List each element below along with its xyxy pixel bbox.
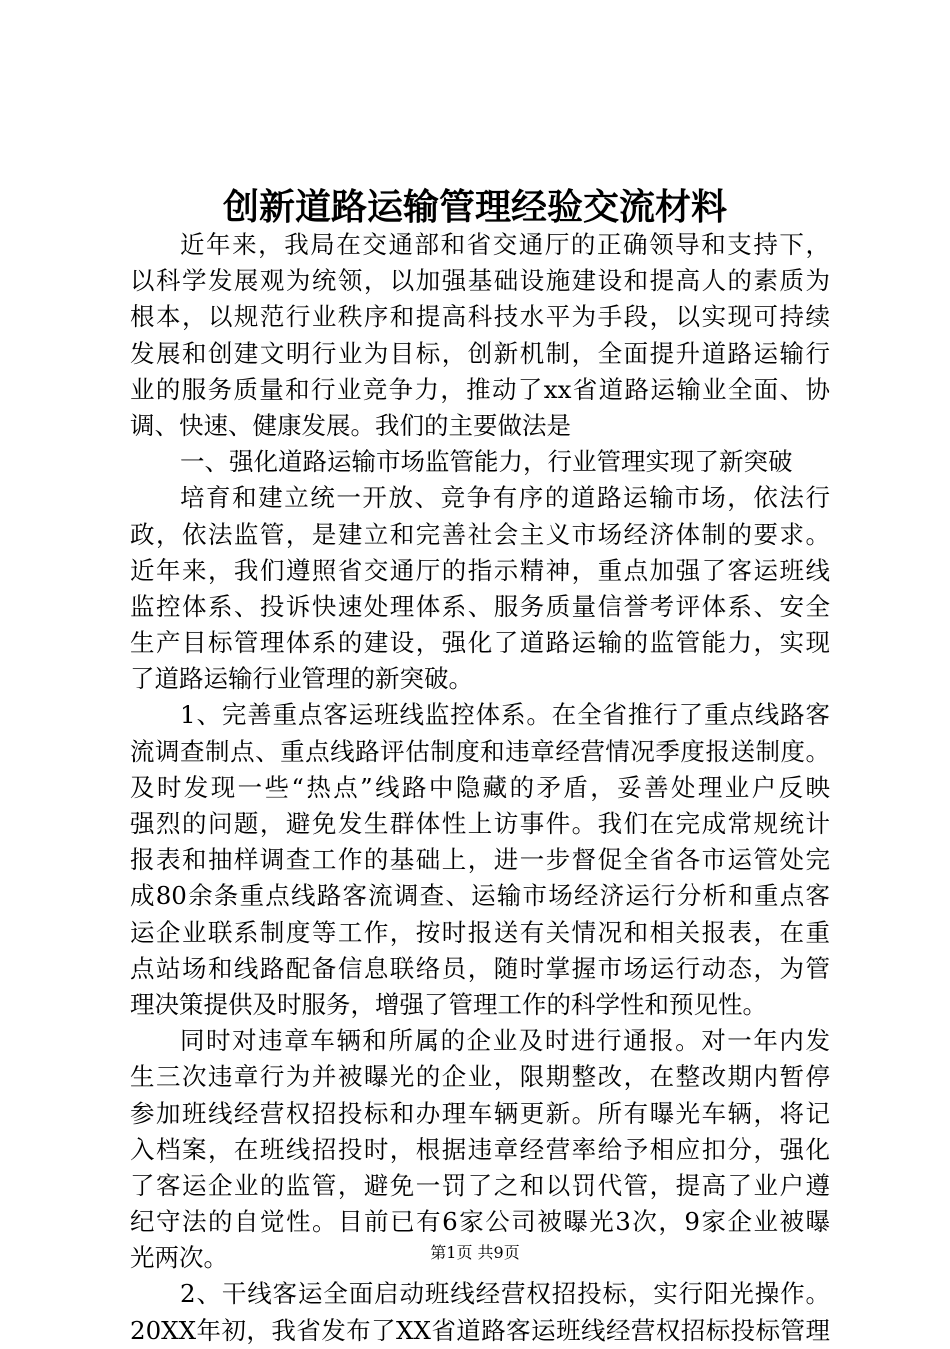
text-line: 参加班线经营权招投标和办理车辆更新。所有曝光车辆，将记 xyxy=(130,1098,830,1128)
text-line: 了客运企业的监管，避免一罚了之和以罚代管，提高了业户遵 xyxy=(130,1170,830,1200)
text-line: 运企业联系制度等工作，按时报送有关情况和相关报表，在重 xyxy=(130,917,830,947)
text-line: 了道路运输行业管理的新突破。 xyxy=(130,664,473,694)
text-line: 生三次违章行为并被曝光的企业，限期整改，在整改期内暂停 xyxy=(130,1062,830,1092)
text-line: 政，依法监管，是建立和完善社会主义市场经济体制的要求。 xyxy=(130,519,830,549)
text-line: 2、干线客运全面启动班线经营权招投标，实行阳光操作。 xyxy=(180,1279,830,1309)
text-line: 根本，以规范行业秩序和提高科技水平为手段，以实现可持续 xyxy=(130,302,830,332)
document-title: 创新道路运输管理经验交流材料 xyxy=(222,186,727,228)
text-line: 强烈的问题，避免发生群体性上访事件。我们在完成常规统计 xyxy=(130,809,830,838)
page-number-footer: 第1页 共9页 xyxy=(430,1243,520,1262)
text-line: 1、完善重点客运班线监控体系。在全省推行了重点线路客 xyxy=(180,700,830,730)
document-body xyxy=(130,227,830,1349)
text-line: 生产目标管理体系的建设，强化了道路运输的监管能力，实现 xyxy=(130,628,830,658)
text-line: 流调查制点、重点线路评估制度和违章经营情况季度报送制度。 xyxy=(130,736,830,766)
text-line: 以科学发展观为统领，以加强基础设施建设和提高人的素质为 xyxy=(130,266,830,296)
text-line: 调、快速、健康发展。我们的主要做法是 xyxy=(130,410,571,440)
text-line: 同时对违章车辆和所属的企业及时进行通报。对一年内发 xyxy=(180,1026,830,1056)
text-line: 近年来，我们遵照省交通厅的指示精神，重点加强了客运班线 xyxy=(130,555,830,585)
text-line: 及时发现一些“热点”线路中隐藏的矛盾，妥善处理业户反映 xyxy=(130,772,830,802)
text-line: 监控体系、投诉快速处理体系、服务质量信誉考评体系、安全 xyxy=(130,591,830,621)
text-line: 发展和创建文明行业为目标，创新机制，全面提升道路运输行 xyxy=(130,338,830,368)
text-line: 纪守法的自觉性。目前已有6家公司被曝光3次，9家企业被曝 xyxy=(130,1207,830,1237)
section-heading: 一、强化道路运输市场监管能力，行业管理实现了新突破 xyxy=(180,447,793,477)
text-line: 理决策提供及时服务，增强了管理工作的科学性和预见性。 xyxy=(130,989,767,1019)
text-line: 报表和抽样调查工作的基础上，进一步督促全省各市运管处完 xyxy=(130,845,830,875)
text-line: 成80余条重点线路客流调查、运输市场经济运行分析和重点客 xyxy=(130,881,830,911)
text-line: 培育和建立统一开放、竞争有序的道路运输市场，依法行 xyxy=(180,483,830,513)
text-line: 20XX年初，我省发布了XX省道路客运班线经营权招标投标管理 xyxy=(130,1315,830,1345)
text-line: 近年来，我局在交通部和省交通厅的正确领导和支持下， xyxy=(180,230,830,259)
text-line: 业的服务质量和行业竞争力，推动了xx省道路运输业全面、协 xyxy=(130,374,830,404)
text-line: 点站场和线路配备信息联络员，随时掌握市场运行动态，为管 xyxy=(130,953,830,983)
text-line: 入档案，在班线招投时，根据违章经营率给予相应扣分，强化 xyxy=(130,1134,830,1164)
text-line: 光两次。 xyxy=(130,1243,228,1273)
